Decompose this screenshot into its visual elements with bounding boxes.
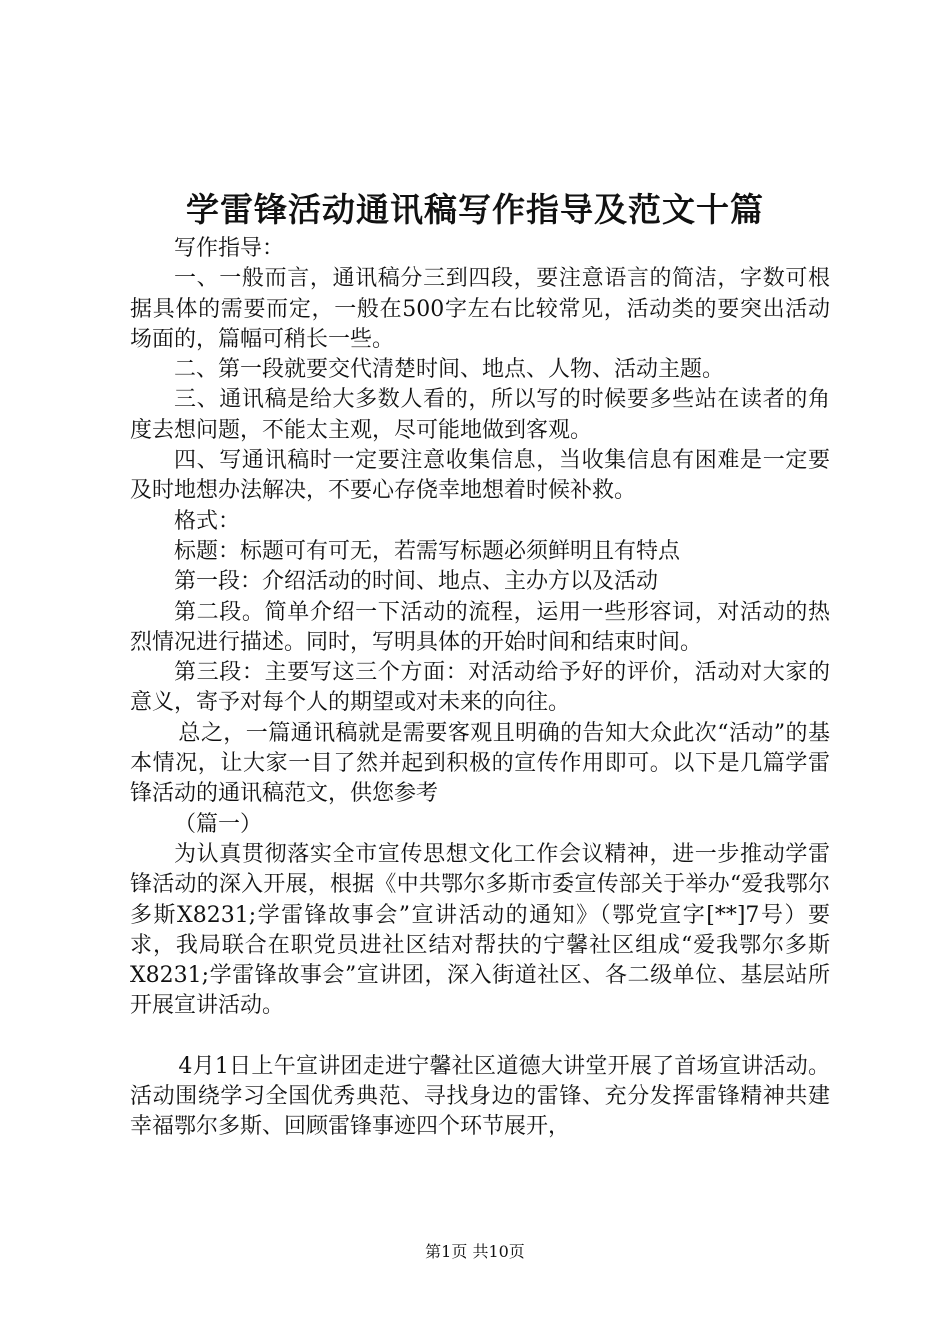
- paragraph: 总之，一篇通讯稿就是需要客观且明确的告知大众此次“活动”的基本情况，让大家一目了然并起到积极的宣传作用即可。以下是几篇学雷锋活动的通讯稿范文，供您参考: [130, 720, 830, 807]
- paragraph: 三、通讯稿是给大多数人看的，所以写的时候要多些站在读者的角度去想问题，不能太主观，尽可能地做到客观。: [130, 387, 830, 443]
- paragraph: 为认真贯彻落实全市宣传思想文化工作会议精神，进一步推动学雷锋活动的深入开展，根据《中共鄂尔多斯市委宣传部关于举办“爱我鄂尔多斯X8231;学雷锋故事会”宣讲活动的通知》（鄂党宣字[**]7号）要求，我局联合在职党员进社区结对帮扶的宁馨社区组成“爱我鄂尔多斯X8231;学雷锋故事会”宣讲团，深入街道社区、各二级单位、基层站所开展宣讲活动。: [130, 841, 830, 1019]
- page-footer: 第1页 共10页: [425, 1242, 525, 1261]
- paragraph: 写作指导：: [174, 236, 285, 261]
- paragraph-gap: [130, 1022, 830, 1052]
- document-body: [130, 234, 830, 1143]
- paragraph: 格式：: [174, 508, 241, 534]
- paragraph: 一、一般而言，通讯稿分三到四段，要注意语言的简洁，字数可根据具体的需要而定，一般在500字左右比较常见，活动类的要突出活动场面的，篇幅可稍长一些。: [130, 266, 830, 352]
- paragraph: 标题：标题可有可无，若需写标题必须鲜明且有特点: [174, 538, 681, 564]
- document-title: 学雷锋活动通讯稿写作指导及范文十篇: [186, 190, 764, 229]
- paragraph: 二、第一段就要交代清楚时间、地点、人物、活动主题。: [174, 357, 725, 383]
- paragraph: 四、写通讯稿时一定要注意收集信息，当收集信息有困难是一定要及时地想办法解决，不要心存侥幸地想着时候补救。: [130, 448, 830, 504]
- paragraph: 第二段。简单介绍一下活动的流程，运用一些形容词，对活动的热烈情况进行描述。同时，写明具体的开始时间和结束时间。: [130, 599, 830, 655]
- paragraph: 第三段：主要写这三个方面：对活动给予好的评价，活动对大家的意义，寄予对每个人的期望或对未来的向往。: [130, 660, 830, 716]
- paragraph: 第一段：介绍活动的时间、地点、主办方以及活动: [174, 569, 659, 595]
- section-heading: （篇一）: [174, 811, 263, 837]
- paragraph: 4月1日上午宣讲团走进宁馨社区道德大讲堂开展了首场宣讲活动。活动围绕学习全国优秀典范、寻找身边的雷锋、充分发挥雷锋精神共建幸福鄂尔多斯、回顾雷锋事迹四个环节展开，: [130, 1053, 830, 1140]
